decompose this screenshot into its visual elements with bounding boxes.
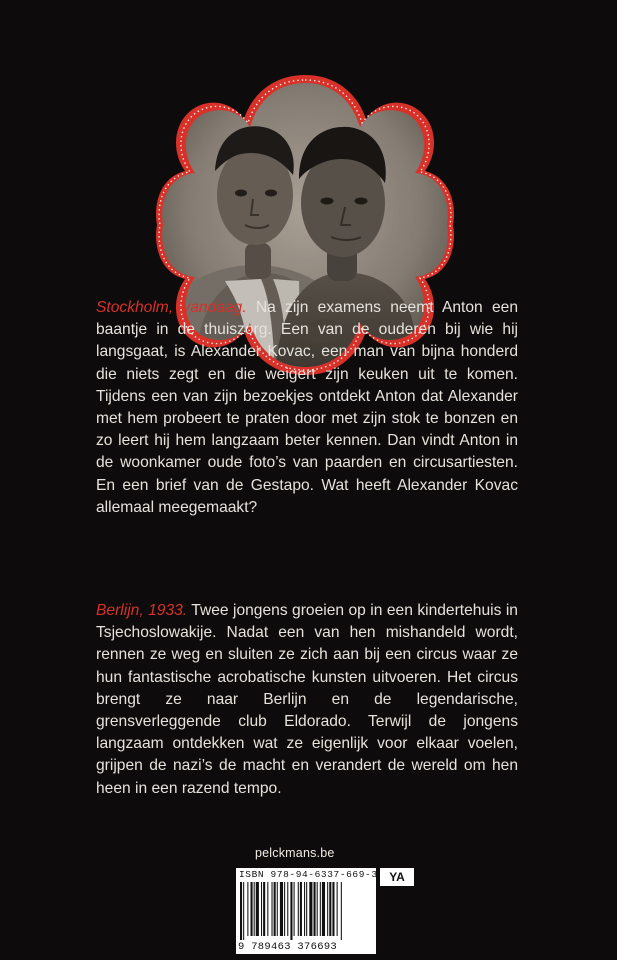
barcode-bar [240, 882, 242, 940]
barcode-bar [304, 882, 305, 936]
blurb-paragraph-past [96, 600, 518, 800]
barcode-digits: 9 789463 376693 [238, 941, 338, 953]
barcode-bar [243, 882, 244, 940]
publisher-url: pelckmans.be [255, 846, 335, 860]
blurb-paragraph-present [96, 297, 518, 519]
barcode-bar [294, 882, 295, 936]
barcode-bar [306, 882, 307, 936]
barcode-bar [256, 882, 259, 936]
ya-age-badge: YA [378, 868, 414, 886]
isbn-barcode [236, 868, 376, 954]
isbn-number: ISBN 978-94-6337-669-3 [239, 869, 378, 880]
barcode-bar [272, 882, 273, 936]
barcode-bar [298, 882, 299, 936]
barcode-bar [309, 882, 312, 936]
barcode-bar [254, 882, 255, 936]
barcode-icon [240, 882, 372, 940]
barcode-bar [300, 882, 302, 936]
barcode-bar [337, 882, 338, 936]
barcode-bar [341, 882, 342, 940]
barcode-bar [261, 882, 262, 936]
barcode-bar [251, 882, 253, 936]
barcode-bar [317, 882, 318, 936]
blurb-text-present: Na zijn examens neemt Anton een baantje in de thuiszorg. Een van de ouderen bij wie hij langsgaat, is Alexander Kovac, een man van bijna honderd die niets zegt en die weigert zijn keuken uit te komen. Tijdens een van zijn bezoekjes ontdekt Anton dat Alexander met hem probeert te praten door met zijn stok te bonzen en zo leert hij hem langzaam beter kennen. Dan vindt Anton in de woonkamer oude foto’s van paarden en circusartiesten. En een brief van de Gestapo. Wat heeft Alexander Kovac allemaal meegemaakt? [96, 299, 518, 516]
barcode-bar [287, 882, 288, 936]
barcode-bar [322, 882, 325, 936]
barcode-bar [314, 882, 316, 936]
barcode-bar [320, 882, 321, 936]
barcode-bar [277, 882, 278, 936]
barcode-bar [327, 882, 328, 936]
barcode-bar [332, 882, 334, 936]
barcode-bar [247, 882, 248, 936]
barcode-bar [280, 882, 283, 936]
barcode-bar [290, 882, 292, 940]
place-date-berlin: Berlijn, 1933. [96, 602, 188, 619]
barcode-bar [267, 882, 268, 936]
blurb-text-past: Twee jongens groeien op in een kindertehuis in Tsjechoslowakije. Nadat een van hen mishandeld wordt, rennen ze weg en sluiten ze zich aan bij een circus waar ze hun fantastische acrobatische kunsten uitvoeren. Het circus brengt ze naar Berlijn en de legendarische, grensverleggende club Eldorado. Terwijl de jongens langzaam ontdekken wat ze eigenlijk voor elkaar voelen, grijpen de nazi’s de macht en verandert de wereld om hen heen in een razend tempo. [96, 602, 518, 797]
place-date-stockholm: Stockholm, vandaag. [96, 299, 247, 316]
barcode-bar [329, 882, 331, 936]
barcode-bar [263, 882, 265, 936]
barcode-bar [284, 882, 285, 936]
barcode-bar [274, 882, 276, 936]
